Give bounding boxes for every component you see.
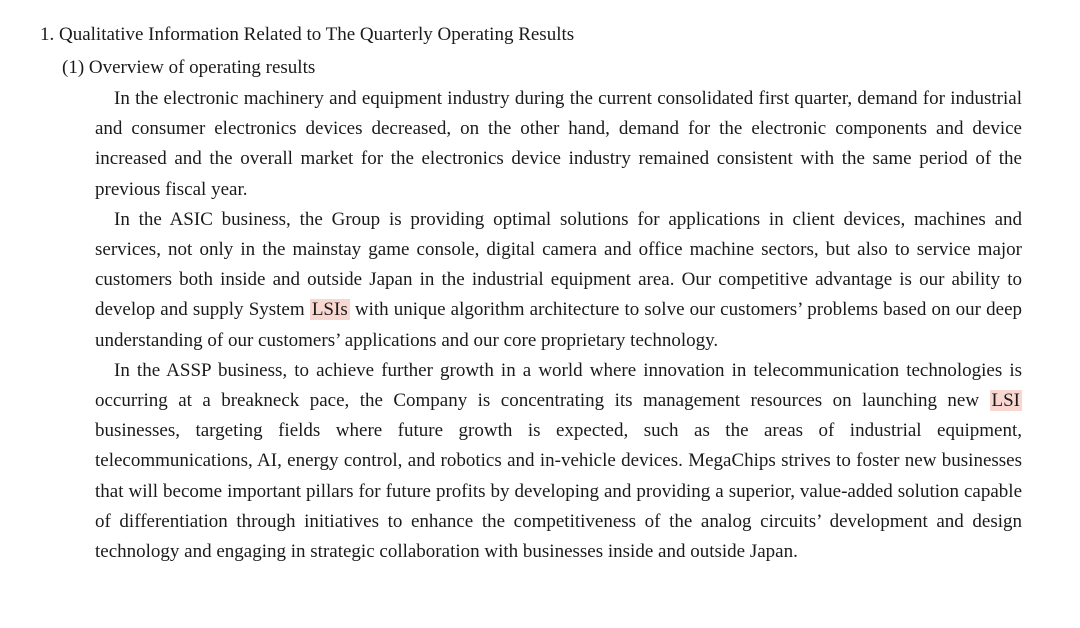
subsection-heading: (1) Overview of operating results — [62, 57, 316, 78]
assp-text-start: In the ASSP business, to achieve further growth in a world where innovation in telecommunication technologies is occurring at a breakneck pace, the Company is concentrating its management resources on launching new — [95, 359, 1022, 412]
highlighted-term-lsi: LSI — [991, 390, 1020, 412]
document-body — [95, 84, 1022, 567]
paragraph-market-overview: In the electronic machinery and equipment industry during the current consolidated first quarter, demand for industrial and consumer electronics devices decreased, on the other hand, demand for the electronic components and device increased and the overall market for the electronics device industry remained consistent with the same period of the previous fiscal year. — [95, 88, 1022, 200]
assp-text-end: businesses, targeting fields where future growth is expected, such as the areas of industrial equipment, telecommunications, AI, energy control, and robotics and in-vehicle devices. MegaChips strives to foster new businesses that will become important pillars for future profits by developing and providing a superior, value-added solution capable of differentiation through initiatives to enhance the competitiveness of the analog circuits’ development and design technology and engaging in strategic collaboration with businesses inside and outside Japan. — [95, 420, 1022, 563]
asic-text-end: with unique algorithm architecture to solve our customers’ problems based on our deep understanding of our customers’ applications and our core proprietary technology. — [95, 299, 1023, 351]
asic-text-start: In the ASIC business, the Group is providing optimal solutions for applications in client devices, machines and services, not only in the mainstay game console, digital camera and office machine sectors, but also to service major customers both inside and outside Japan in the industrial equipment area. Our competitive advantage is our ability to develop and supply System — [95, 208, 1022, 321]
section-heading: 1. Qualitative Information Related to The Quarterly Operating Results — [40, 24, 575, 45]
paragraph-asic-business — [95, 205, 1022, 356]
highlighted-term-lsis: LSIs — [311, 299, 348, 321]
paragraph-assp-business — [95, 356, 1022, 567]
